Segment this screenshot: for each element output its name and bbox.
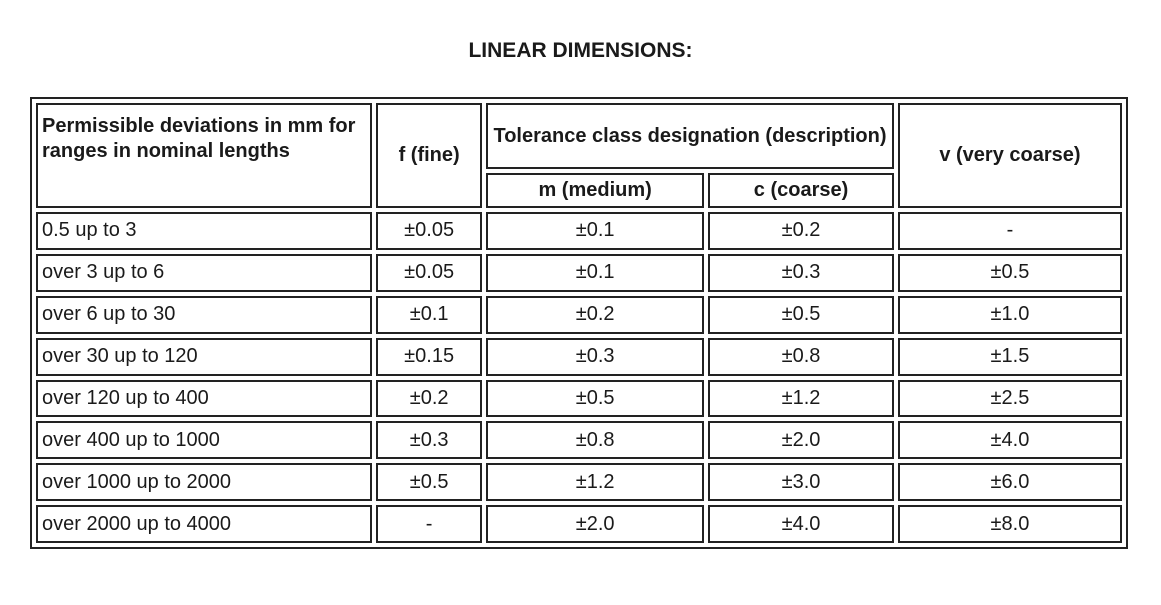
table-row <box>36 421 1122 459</box>
medium-cell: ±0.1 <box>486 212 704 250</box>
very-coarse-cell: ±2.5 <box>898 380 1122 418</box>
very-coarse-cell: ±1.5 <box>898 338 1122 376</box>
table-row <box>36 338 1122 376</box>
tolerance-table-container <box>30 97 1128 549</box>
very-coarse-column-header: v (very coarse) <box>898 103 1122 208</box>
table-row <box>36 463 1122 501</box>
coarse-cell: ±0.5 <box>708 296 894 334</box>
medium-cell: ±2.0 <box>486 505 704 543</box>
medium-column-header: m (medium) <box>486 173 704 208</box>
table-row <box>36 212 1122 250</box>
medium-cell: ±0.5 <box>486 380 704 418</box>
table-row <box>36 296 1122 334</box>
range-cell: over 6 up to 30 <box>36 296 372 334</box>
table-body <box>36 212 1122 543</box>
tolerance-table <box>30 97 1128 549</box>
coarse-cell: ±2.0 <box>708 421 894 459</box>
medium-cell: ±0.3 <box>486 338 704 376</box>
very-coarse-cell: ±8.0 <box>898 505 1122 543</box>
coarse-cell: ±3.0 <box>708 463 894 501</box>
coarse-cell: ±0.3 <box>708 254 894 292</box>
fine-cell: ±0.3 <box>376 421 482 459</box>
fine-cell: ±0.15 <box>376 338 482 376</box>
table-row <box>36 380 1122 418</box>
very-coarse-cell: ±4.0 <box>898 421 1122 459</box>
fine-cell: ±0.2 <box>376 380 482 418</box>
header-row-top <box>36 103 1122 169</box>
fine-cell: ±0.1 <box>376 296 482 334</box>
range-cell: over 2000 up to 4000 <box>36 505 372 543</box>
fine-column-header: f (fine) <box>376 103 482 208</box>
very-coarse-cell: ±1.0 <box>898 296 1122 334</box>
range-column-header: Permissible deviations in mm for ranges in nominal lengths <box>36 103 372 208</box>
range-cell: over 400 up to 1000 <box>36 421 372 459</box>
tolerance-class-group-header: Tolerance class designation (description) <box>486 103 894 169</box>
coarse-column-header: c (coarse) <box>708 173 894 208</box>
very-coarse-cell: ±0.5 <box>898 254 1122 292</box>
very-coarse-cell: - <box>898 212 1122 250</box>
range-cell: 0.5 up to 3 <box>36 212 372 250</box>
medium-cell: ±0.2 <box>486 296 704 334</box>
page-title: LINEAR DIMENSIONS: <box>468 39 693 62</box>
coarse-cell: ±4.0 <box>708 505 894 543</box>
range-cell: over 3 up to 6 <box>36 254 372 292</box>
fine-cell: ±0.05 <box>376 212 482 250</box>
fine-cell: - <box>376 505 482 543</box>
very-coarse-cell: ±6.0 <box>898 463 1122 501</box>
range-cell: over 120 up to 400 <box>36 380 372 418</box>
range-cell: over 1000 up to 2000 <box>36 463 372 501</box>
range-cell: over 30 up to 120 <box>36 338 372 376</box>
medium-cell: ±0.1 <box>486 254 704 292</box>
table-row <box>36 254 1122 292</box>
table-header <box>36 103 1122 208</box>
fine-cell: ±0.05 <box>376 254 482 292</box>
coarse-cell: ±1.2 <box>708 380 894 418</box>
medium-cell: ±0.8 <box>486 421 704 459</box>
table-row <box>36 505 1122 543</box>
medium-cell: ±1.2 <box>486 463 704 501</box>
coarse-cell: ±0.8 <box>708 338 894 376</box>
fine-cell: ±0.5 <box>376 463 482 501</box>
coarse-cell: ±0.2 <box>708 212 894 250</box>
